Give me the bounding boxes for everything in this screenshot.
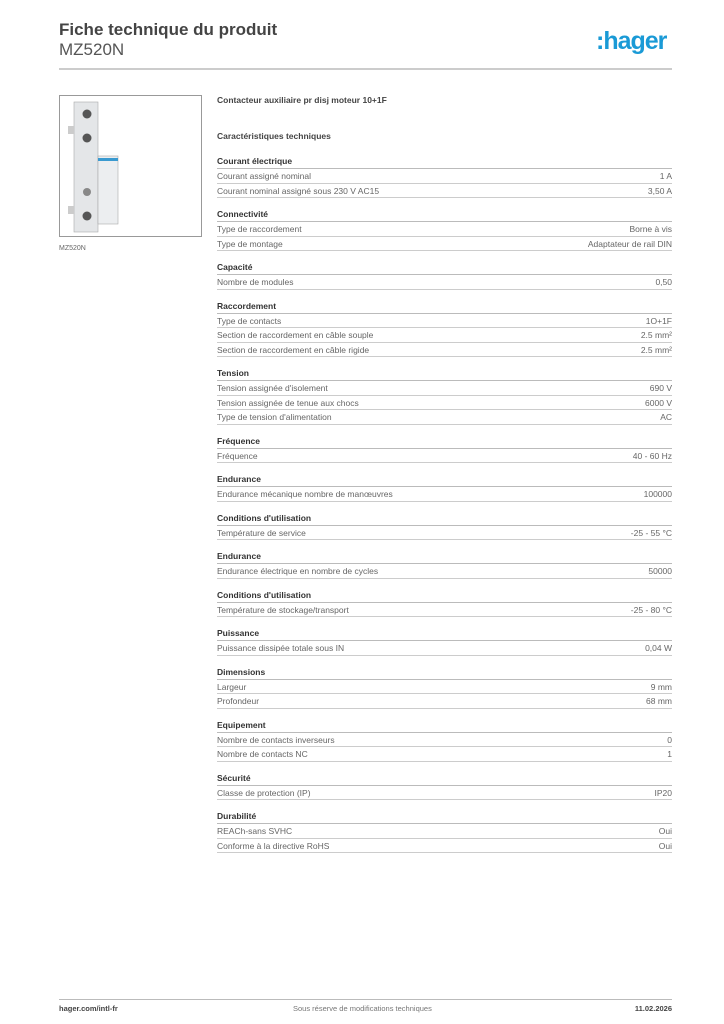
section-title: Tension — [217, 366, 672, 381]
spec-row — [217, 526, 672, 541]
spec-row — [217, 694, 672, 709]
product-image — [59, 95, 202, 237]
spec-row — [217, 564, 672, 579]
spec-section — [217, 588, 672, 618]
spec-label: Classe de protection (IP) — [217, 787, 311, 798]
spec-section — [217, 549, 672, 579]
spec-label: Type de contacts — [217, 315, 282, 326]
spec-row — [217, 824, 672, 839]
spec-row — [217, 747, 672, 762]
spec-label: Nombre de contacts NC — [217, 749, 308, 759]
spec-value: 9 mm — [650, 681, 672, 692]
spec-value: Oui — [658, 840, 672, 851]
footer-website[interactable]: hager.com/intl-fr — [59, 1004, 118, 1013]
spec-label: Largeur — [217, 681, 247, 692]
spec-value: 6000 V — [645, 397, 672, 408]
spec-value: 3,50 A — [647, 185, 672, 196]
spec-section — [217, 434, 672, 464]
spec-row — [217, 839, 672, 854]
spec-row — [217, 786, 672, 801]
spec-value: Oui — [658, 826, 672, 836]
spec-row — [217, 410, 672, 425]
spec-value: 100000 — [643, 489, 672, 499]
section-title: Conditions d'utilisation — [217, 588, 672, 603]
image-caption: MZ520N — [59, 245, 86, 252]
spec-row — [217, 314, 672, 329]
spec-label: Endurance électrique en nombre de cycles — [217, 566, 379, 576]
spec-row — [217, 487, 672, 502]
header-divider — [59, 68, 672, 70]
page-title: Fiche technique du produit — [59, 20, 278, 39]
spec-section — [217, 154, 672, 198]
section-title: Sécurité — [217, 771, 672, 786]
spec-row — [217, 169, 672, 184]
spec-row — [217, 396, 672, 411]
spec-value: Adaptateur de rail DIN — [587, 238, 672, 249]
spec-label: Nombre de contacts inverseurs — [217, 734, 335, 745]
spec-value: AC — [660, 412, 672, 422]
product-reference: MZ520N — [59, 40, 125, 59]
footer-date: 11.02.2026 — [634, 1004, 672, 1013]
footer-divider — [59, 999, 672, 1000]
spec-section — [217, 366, 672, 425]
spec-value: Borne à vis — [629, 224, 672, 234]
spec-row — [217, 275, 672, 290]
spec-row — [217, 733, 672, 748]
spec-content — [217, 95, 672, 862]
spec-row — [217, 222, 672, 237]
spec-value: 50000 — [648, 566, 672, 576]
spec-label: Puissance dissipée totale sous IN — [217, 643, 345, 653]
spec-label: Fréquence — [217, 450, 258, 461]
spec-row — [217, 449, 672, 464]
spec-section — [217, 718, 672, 762]
product-description: Contacteur auxiliaire pr disj moteur 10+1F — [217, 95, 387, 105]
spec-value: IP20 — [654, 787, 672, 798]
spec-label: Type de raccordement — [217, 224, 302, 234]
spec-value: 0 — [667, 734, 672, 745]
spec-label: Section de raccordement en câble souple — [217, 330, 374, 340]
spec-label: Section de raccordement en câble rigide — [217, 344, 370, 355]
spec-value: 0,50 — [655, 277, 672, 287]
spec-title: Caractéristiques techniques — [217, 131, 331, 141]
hager-logo: :hager — [596, 27, 667, 55]
spec-row — [217, 381, 672, 396]
spec-label: Courant nominal assigné sous 230 V AC15 — [217, 185, 380, 196]
spec-value: 68 mm — [646, 696, 672, 706]
spec-row — [217, 184, 672, 199]
spec-section — [217, 771, 672, 801]
section-title: Fréquence — [217, 434, 672, 449]
spec-value: 1 — [667, 749, 672, 759]
section-title: Endurance — [217, 549, 672, 564]
spec-section — [217, 511, 672, 541]
spec-section — [217, 260, 672, 290]
spec-label: Profondeur — [217, 696, 260, 706]
spec-row — [217, 680, 672, 695]
spec-label: REACh-sans SVHC — [217, 826, 293, 836]
spec-label: Température de stockage/transport — [217, 604, 349, 615]
footer-disclaimer: Sous réserve de modifications techniques — [293, 1004, 432, 1013]
spec-value: 1O+1F — [645, 315, 672, 326]
section-title: Conditions d'utilisation — [217, 511, 672, 526]
spec-value: 1 A — [659, 171, 672, 181]
spec-label: Conforme à la directive RoHS — [217, 840, 330, 851]
spec-section — [217, 626, 672, 656]
spec-value: 2.5 mm² — [640, 344, 672, 355]
spec-value: -25 - 55 °C — [630, 527, 672, 538]
spec-value: 40 - 60 Hz — [632, 450, 672, 461]
section-title: Dimensions — [217, 665, 672, 680]
spec-section — [217, 809, 672, 853]
spec-section — [217, 472, 672, 502]
section-title: Capacité — [217, 260, 672, 275]
section-title: Courant électrique — [217, 154, 672, 169]
spec-label: Tension assignée d'isolement — [217, 383, 328, 393]
section-title: Durabilité — [217, 809, 672, 824]
spec-label: Tension assignée de tenue aux chocs — [217, 397, 359, 408]
spec-section — [217, 299, 672, 358]
spec-row — [217, 328, 672, 343]
spec-row — [217, 641, 672, 656]
section-title: Raccordement — [217, 299, 672, 314]
spec-value: 2.5 mm² — [640, 330, 672, 340]
spec-label: Type de tension d'alimentation — [217, 412, 332, 422]
spec-label: Température de service — [217, 527, 306, 538]
spec-row — [217, 343, 672, 358]
spec-label: Courant assigné nominal — [217, 171, 312, 181]
spec-label: Type de montage — [217, 238, 283, 249]
spec-section — [217, 665, 672, 709]
spec-value: 690 V — [649, 383, 672, 393]
section-title: Puissance — [217, 626, 672, 641]
section-title: Endurance — [217, 472, 672, 487]
spec-value: -25 - 80 °C — [630, 604, 672, 615]
spec-label: Endurance mécanique nombre de manœuvres — [217, 489, 393, 499]
spec-row — [217, 237, 672, 252]
spec-value: 0,04 W — [645, 643, 672, 653]
spec-section — [217, 207, 672, 251]
spec-row — [217, 603, 672, 618]
spec-label: Nombre de modules — [217, 277, 294, 287]
spec-sections — [217, 154, 672, 853]
section-title: Equipement — [217, 718, 672, 733]
section-title: Connectivité — [217, 207, 672, 222]
